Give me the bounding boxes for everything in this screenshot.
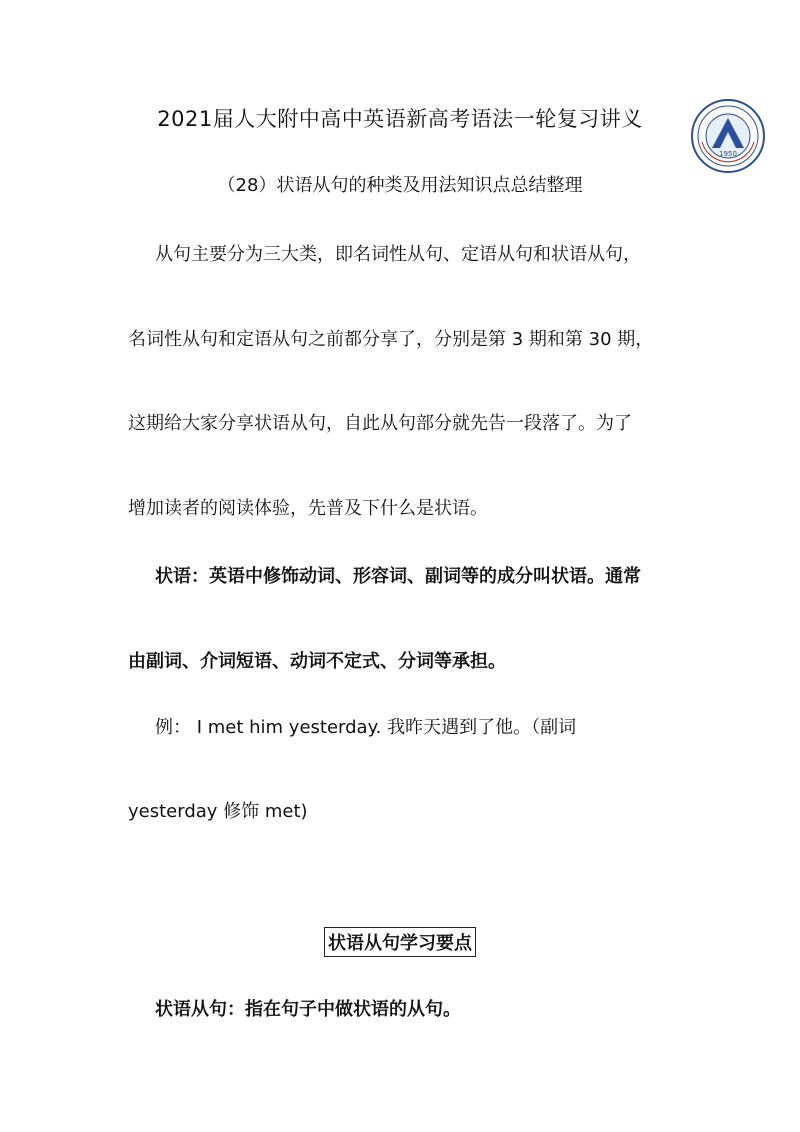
example-line: 例： I met him yesterday. 我昨天遇到了他。（副词 <box>155 717 577 738</box>
paragraph-line: 名词性从句和定语从句之前都分享了，分别是第 3 期和第 30 期， <box>128 329 654 350</box>
section-definition: 状语从句：指在句子中做状语的从句。 <box>155 999 461 1020</box>
section-heading-wrap <box>0 927 800 957</box>
svg-text:1950: 1950 <box>719 150 737 158</box>
document-title: 2021届人大附中高中英语新高考语法一轮复习讲义 <box>157 107 643 131</box>
paragraph-line: 这期给大家分享状语从句，自此从句部分就先告一段落了。为了 <box>128 413 632 434</box>
definition-line: 由副词、介词短语、动词不定式、分词等承担。 <box>128 651 506 672</box>
document-subtitle: （28）状语从句的种类及用法知识点总结整理 <box>217 175 583 196</box>
paragraph-line: 增加读者的阅读体验，先普及下什么是状语。 <box>128 498 488 519</box>
section-heading: 状语从句学习要点 <box>324 927 476 957</box>
definition-line: 状语：英语中修饰动词、形容词、副词等的成分叫状语。通常 <box>155 566 641 587</box>
paragraph-line: 从句主要分为三大类，即名词性从句、定语从句和状语从句， <box>155 244 641 265</box>
example-line: yesterday 修饰 met) <box>128 801 308 822</box>
